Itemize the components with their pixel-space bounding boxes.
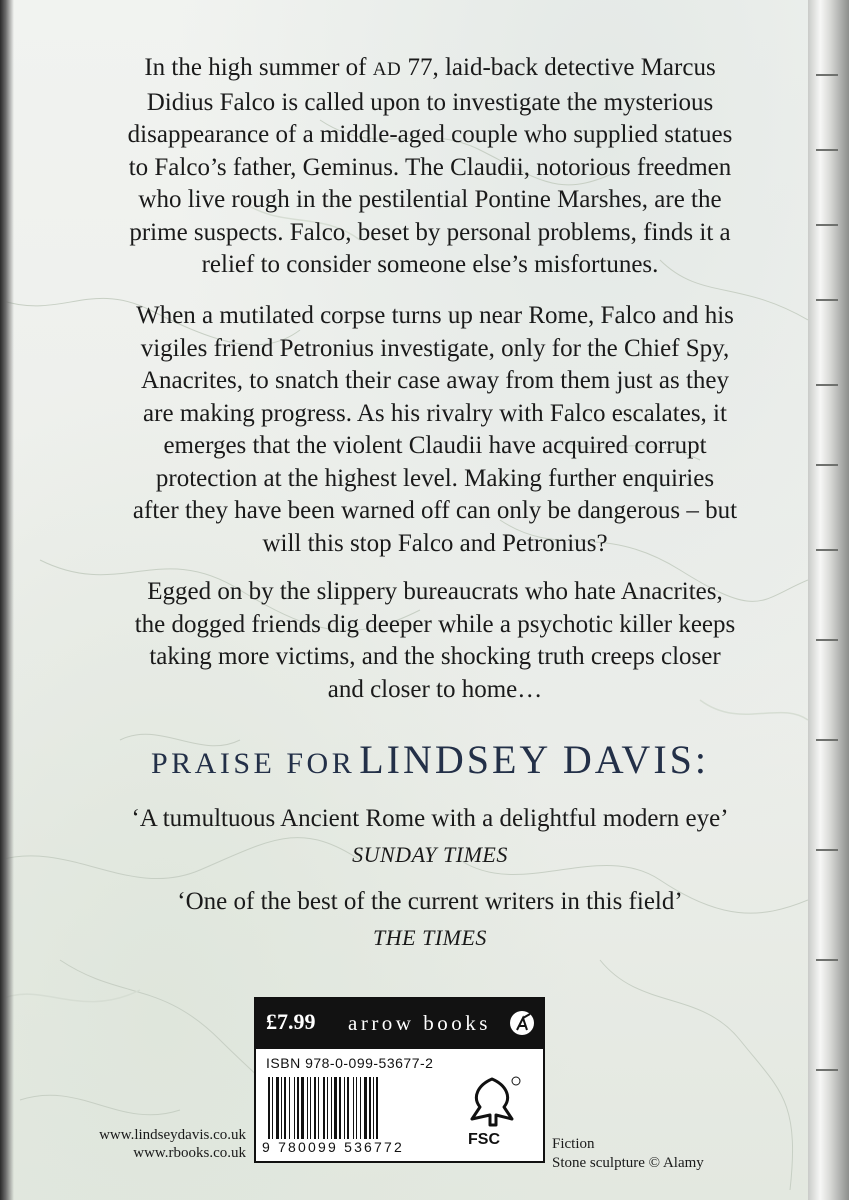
publisher-website: www.rbooks.co.uk [133,1145,246,1161]
p2-line: protection at the highest level. Making further enquiries [155,464,715,492]
praise-source-1: SUNDAY TIMES [352,842,508,867]
p1-line1-end: 77, laid-back detective Marcus [407,54,716,81]
category-label: Fiction [552,1136,595,1152]
isbn: ISBN 978-0-099-53677-2 [266,1055,434,1071]
p1-line: Didius Falco is called upon to investigate the mysterious [146,88,714,116]
p2-line: after they have been warned off can only be dangerous – but [132,497,738,524]
author-website: www.lindseydavis.co.uk [99,1127,246,1143]
p2-line: Anacrites, to snatch their case away from them just as they [140,367,729,394]
p2-line: emerges that the violent Claudii have acquired corrupt [163,432,707,459]
p1-line: relief to consider someone else’s misfortunes. [201,251,659,278]
fsc-tree-icon [460,1075,524,1131]
era-abbreviation: AD [372,59,402,80]
barcode [266,1077,446,1139]
spine-wear [808,0,849,1200]
praise-prefix: PRAISE FOR [150,747,356,780]
praise-heading [60,736,800,783]
blurb-paragraph-2 [70,300,800,560]
p3-line: and closer to home… [327,675,543,703]
p1-line1-start: In the high summer of [144,54,367,81]
price: £7.99 [266,1009,316,1034]
p3-line: taking more victims, and the shocking truth creeps closer [149,643,721,670]
praise-quote-1: ‘A tumultuous Ancient Rome with a delightful modern eye’ [131,805,729,832]
blurb-paragraph-3 [70,576,800,706]
arrow-logo-icon [508,1009,536,1037]
p1-line: who live rough in the pestilential Pontine Marshes, are the [138,186,722,213]
barcode-digits: 9 780099 536772 [262,1139,404,1155]
praise-source-2: THE TIMES [373,925,487,950]
price-bar [256,999,543,1049]
p2-line: are making progress. As his rivalry with Falco escalates, it [143,399,727,427]
price-barcode-label [254,997,545,1163]
blurb-paragraph-1 [70,52,790,282]
p2-line: When a mutilated corpse turns up near Rome, Falco and his [136,302,734,329]
p3-line: the dogged friends dig deeper while a psychotic killer keeps [134,610,736,638]
p2-line: will this stop Falco and Petronius? [262,529,608,557]
photo-credit: Stone sculpture © Alamy [552,1155,704,1171]
praise-quote-2: ‘One of the best of the current writers in this field’ [177,888,683,915]
p2-line: vigiles friend Petronius investigate, only for the Chief Spy, [140,334,730,362]
p1-line: to Falco’s father, Geminus. The Claudii, notorious freedmen [128,153,732,181]
fsc-label: FSC [468,1131,500,1148]
p1-line: disappearance of a middle-aged couple who supplied statues [127,121,733,148]
cover-left-edge [0,0,14,1200]
publisher-name: arrow books [348,1011,491,1035]
author-name: LINDSEY DAVIS: [359,737,709,782]
p3-line: Egged on by the slippery bureaucrats who hate Anacrites, [147,578,723,605]
p1-line: prime suspects. Falco, beset by personal problems, finds it a [129,218,731,246]
